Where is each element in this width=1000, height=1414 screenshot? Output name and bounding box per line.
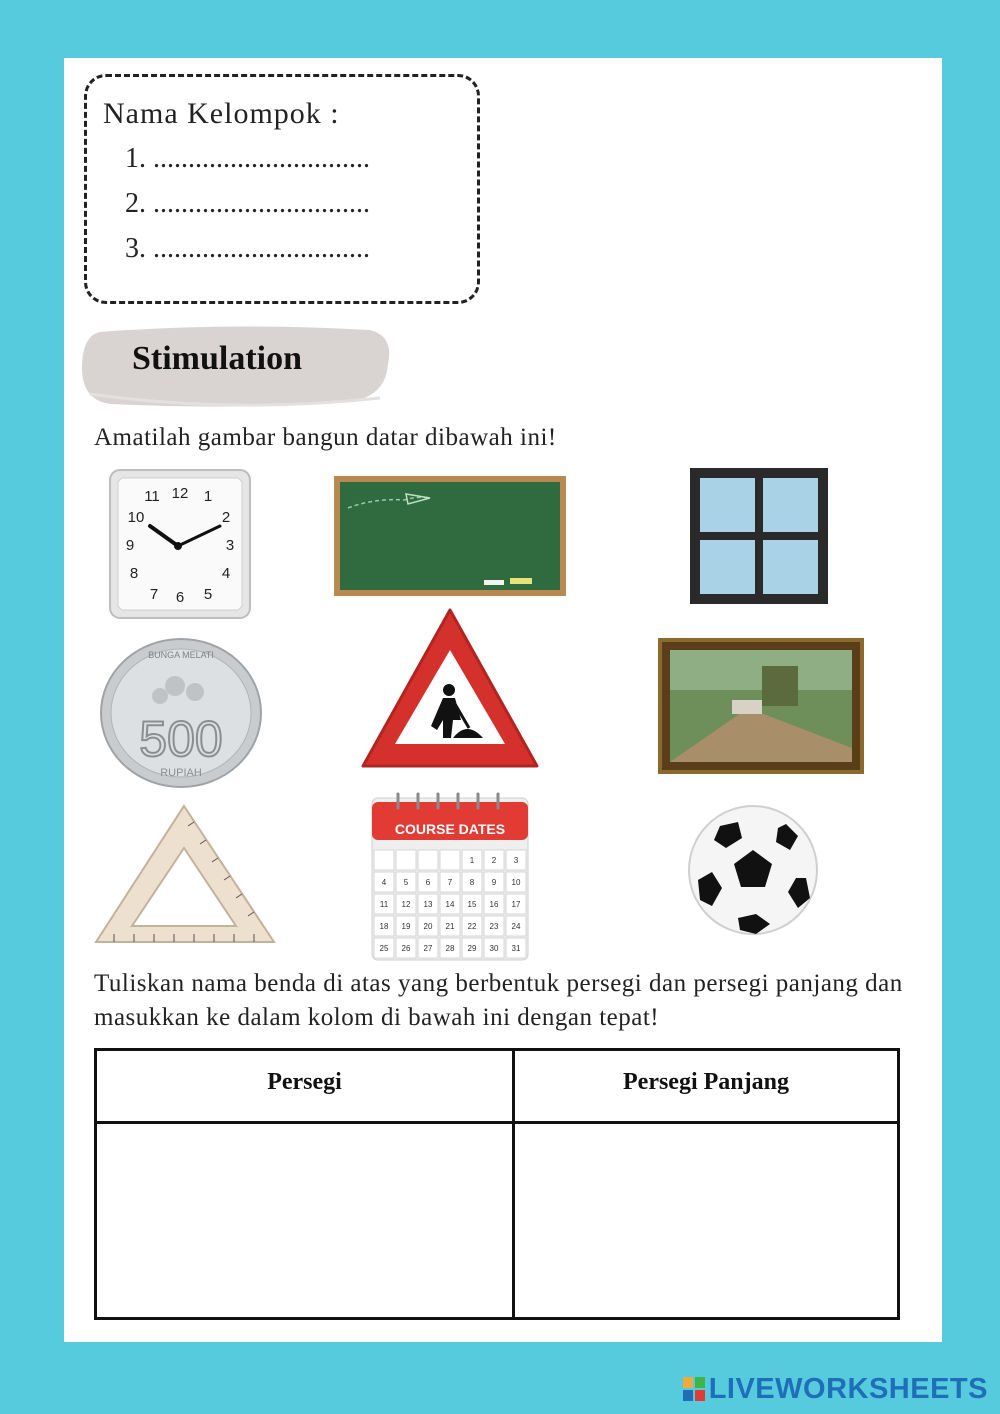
calendar-day: 29 [467, 944, 477, 953]
group-names-box [84, 74, 480, 304]
calendar-day: 8 [469, 878, 475, 887]
calendar-day: 12 [401, 900, 411, 909]
clock-num-2: 2 [221, 509, 231, 526]
calendar-day: 24 [511, 922, 521, 931]
coin-unit: RUPIAH [160, 767, 202, 779]
clock-num-6: 6 [175, 589, 185, 606]
calendar-day: 7 [447, 878, 453, 887]
calendar-day: 15 [467, 900, 477, 909]
calendar-day: 21 [445, 922, 455, 931]
coin-value: 500 [139, 711, 223, 767]
clock-num-7: 7 [149, 586, 159, 603]
instruction-observe: Amatilah gambar bangun datar dibawah ini! [94, 424, 557, 451]
calendar-day: 25 [379, 944, 389, 953]
warning-sign-image [357, 604, 543, 774]
calendar-day: 18 [379, 922, 389, 931]
answer-cell-persegi-panjang[interactable] [515, 1124, 897, 1317]
calendar-day: 11 [379, 900, 389, 909]
coin-image [100, 638, 262, 788]
worksheet-page [64, 58, 942, 1342]
section-label-badge [80, 324, 392, 408]
clock-num-12: 12 [171, 485, 189, 502]
member-line-2[interactable]: 2. ............................... [125, 188, 370, 219]
calendar-day: 16 [489, 900, 499, 909]
painting-image [658, 638, 864, 774]
calendar-cell [440, 850, 460, 870]
calendar-day: 4 [381, 878, 387, 887]
answer-table [94, 1048, 900, 1320]
calendar-day: 6 [425, 878, 431, 887]
calendar-day: 19 [401, 922, 411, 931]
instruction-write-line1: Tuliskan nama benda di atas yang berbentuk persegi dan persegi panjang dan [94, 970, 903, 997]
calendar-cell [418, 850, 438, 870]
calendar-day: 3 [513, 856, 519, 865]
calendar-image [370, 792, 530, 962]
chalkboard-image [334, 476, 566, 596]
calendar-day: 5 [403, 878, 409, 887]
calendar-day: 31 [511, 944, 521, 953]
clock-num-10: 10 [127, 509, 145, 526]
section-title: Stimulation [132, 340, 303, 377]
column-header-persegi: Persegi [267, 1069, 342, 1095]
member-line-1[interactable]: 1. ............................... [125, 143, 370, 174]
clock-num-11: 11 [144, 488, 160, 505]
calendar-cell [396, 850, 416, 870]
calendar-cell [374, 850, 394, 870]
answer-cell-persegi[interactable] [97, 1124, 512, 1317]
calendar-day: 14 [445, 900, 455, 909]
calendar-day: 26 [401, 944, 411, 953]
calendar-day: 10 [511, 878, 521, 887]
football-image [686, 802, 820, 938]
calendar-day: 28 [445, 944, 455, 953]
calendar-day: 30 [489, 944, 499, 953]
calendar-day: 17 [511, 900, 521, 909]
column-header-persegi-panjang: Persegi Panjang [623, 1069, 789, 1095]
clock-num-9: 9 [125, 537, 135, 554]
member-line-3[interactable]: 3. ............................... [125, 233, 370, 264]
clock-image [108, 468, 252, 620]
calendar-day: 20 [423, 922, 433, 931]
calendar-day: 2 [491, 856, 497, 865]
calendar-day: 27 [423, 944, 433, 953]
window-image [690, 468, 828, 604]
triangle-ruler-image [94, 802, 276, 946]
clock-num-4: 4 [221, 565, 231, 582]
calendar-day: 9 [491, 878, 497, 887]
logo-mark-icon [683, 1377, 705, 1401]
clock-num-8: 8 [129, 565, 139, 582]
calendar-header: COURSE DATES [394, 821, 506, 837]
liveworksheets-logo [683, 1372, 988, 1406]
instruction-write-line2: masukkan ke dalam kolom di bawah ini dengan tepat! [94, 1004, 660, 1031]
calendar-day: 1 [469, 856, 475, 865]
brand-name: LIVEWORKSHEETS [708, 1372, 988, 1405]
clock-num-1: 1 [203, 488, 213, 505]
calendar-day: 23 [489, 922, 499, 931]
calendar-day: 22 [467, 922, 477, 931]
group-title: Nama Kelompok : [103, 97, 340, 130]
calendar-day: 13 [423, 900, 433, 909]
clock-num-5: 5 [203, 586, 213, 603]
coin-text: BUNGA MELATI [148, 650, 214, 660]
clock-num-3: 3 [225, 537, 235, 554]
